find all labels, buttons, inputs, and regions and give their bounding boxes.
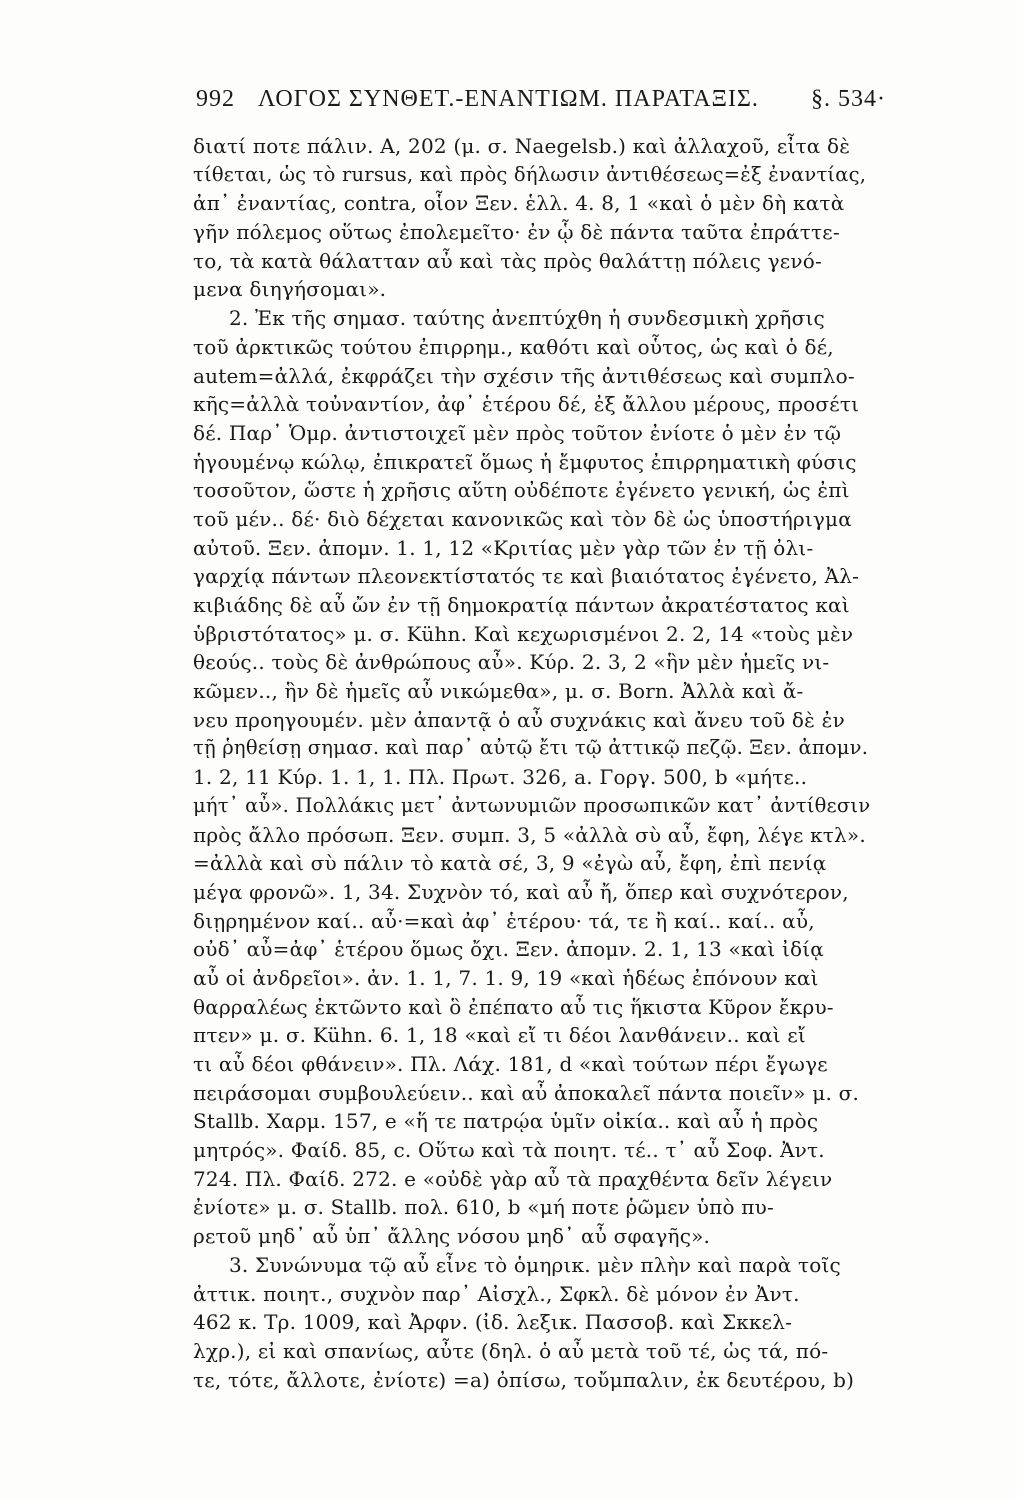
text-line: θαρραλέως ἐκτῶντο καὶ ὃ ἐπέπατο αὖ τις ἥκιστα Κῦρον ἔκρυ-: [193, 994, 834, 1019]
text-line: πρὸς ἄλλο πρόσωπ. Ξεν. συμπ. 3, 5 «ἀλλὰ σὺ αὖ, ἔφη, λέγε κτλ».: [193, 822, 866, 847]
text-line: μενα διηγήσομαι».: [193, 277, 387, 302]
text-line: ρετοῦ μηδ᾽ αὖ ὑπ᾽ ἄλλης νόσου μηδ᾽ αὖ σφαγῆς».: [193, 1224, 711, 1249]
text-line: κῶμεν.., ἣν δὲ ἡμεῖς αὖ νικώμεθα», μ. σ. Born. Ἀλλὰ καὶ ἄ-: [193, 679, 804, 704]
text-line: τοῦ μέν.. δέ· διὸ δέχεται κανονικῶς καὶ τὸν δὲ ὡς ὑποστήριγμα: [193, 506, 852, 531]
text-line: αὐτοῦ. Ξεν. ἀπομν. 1. 1, 12 «Κριτίας μὲν γὰρ τῶν ἐν τῇ ὀλι-: [193, 535, 814, 560]
text-line: πτεν» μ. σ. Kühn. 6. 1, 18 «καὶ εἴ τι δέοι λανθάνειν.. καὶ εἴ: [193, 1023, 806, 1048]
text-line: τῇ ῥηθείσῃ σημασ. καὶ παρ᾽ αὐτῷ ἔτι τῷ ἀττικῷ πεζῷ. Ξεν. ἀπομν.: [193, 736, 869, 760]
text-line: μήτ᾽ αὖ». Πολλάκις μετ᾽ ἀντωνυμιῶν προσωπικῶν κατ᾽ ἀντίθεσιν: [193, 793, 871, 817]
text-body: [193, 132, 879, 1394]
text-line: ἡγουμένῳ κώλῳ, ἐπικρατεῖ ὅμως ἡ ἔμφυτος ἐπιρρηματικὴ φύσις: [193, 449, 857, 474]
paragraph-start-line: 3. Συνώνυμα τῷ αὖ εἶνε τὸ ὁμηρικ. μὲν πλὴν καὶ παρὰ τοῖς: [229, 1252, 841, 1277]
text-line: κῆς=ἀλλὰ τοὐναντίον, ἀφ᾽ ἑτέρου δέ, ἐξ ἄλλου μέρους, προσέτι: [193, 392, 860, 417]
section-number: §. 534·: [811, 86, 886, 112]
text-line: 724. Πλ. Φαίδ. 272. e «οὐδὲ γὰρ αὖ τὰ πραχθέντα δεῖν λέγειν: [193, 1166, 833, 1191]
page-number: 992: [196, 86, 235, 112]
text-line: λχρ.), εἰ καὶ σπανίως, αὖτε (δηλ. ὁ αὖ μετὰ τοῦ τέ, ὡς τά, πό-: [193, 1338, 829, 1363]
text-line: Stallb. Χαρμ. 157, e «ἥ τε πατρῴα ὑμῖν οἰκία.. καὶ αὖ ἡ πρὸς: [193, 1109, 819, 1134]
text-line: autem=ἀλλά, ἐκφράζει τὴν σχέσιν τῆς ἀντιθέσεως καὶ συμπλο-: [193, 363, 855, 388]
page-header: [196, 86, 886, 120]
running-title: ΛΟΓΟΣ ΣΥΝΘΕΤ.-ΕΝΑΝΤΙΩΜ. ΠΑΡΑΤΑΞΙΣ.: [258, 86, 759, 112]
text-line: διατί ποτε πάλιν. Α, 202 (μ. σ. Naegelsb.) καὶ ἀλλαχοῦ, εἶτα δὲ: [193, 134, 851, 158]
text-line: τε, τότε, ἄλλοτε, ἐνίοτε) =a) ὀπίσω, τοὔμπαλιν, ἐκ δευτέρου, b): [193, 1367, 855, 1392]
text-line: οὐδ᾽ αὖ=ἀφ᾽ ἑτέρου ὅμως ὄχι. Ξεν. ἀπομν. 2. 1, 13 «καὶ ἰδίᾳ: [193, 937, 825, 962]
text-line: νευ προηγουμέν. μὲν ἀπαντᾷ ὁ αὖ συχνάκις καὶ ἄνευ τοῦ δὲ ἐν: [193, 707, 845, 732]
text-line: πειράσομαι συμβουλεύειν.. καὶ αὖ ἀποκαλεῖ πάντα ποιεῖν» μ. σ.: [193, 1080, 860, 1105]
text-line: γαρχίᾳ πάντων πλεονεκτίστατός τε καὶ βιαιότατος ἐγένετο, Ἀλ-: [193, 564, 860, 589]
text-line: ἀττικ. ποιητ., συχνὸν παρ᾽ Αἰσχλ., Σφκλ. δὲ μόνον ἐν Ἀντ.: [193, 1281, 800, 1306]
text-line: δέ. Παρ᾽ Ὁμρ. ἀντιστοιχεῖ μὲν πρὸς τοῦτον ἐνίοτε ὁ μὲν ἐν τῷ: [193, 420, 842, 445]
text-line: αὖ οἱ ἀνδρεῖοι». ἀν. 1. 1, 7. 1. 9, 19 «καὶ ἡδέως ἐπόνουν καὶ: [193, 965, 819, 990]
text-line: θεούς.. τοὺς δὲ ἀνθρώπους αὖ». Κύρ. 2. 3, 2 «ἣν μὲν ἡμεῖς νι-: [193, 650, 830, 675]
text-line: ἐνίοτε» μ. σ. Stallb. πολ. 610, b «μή ποτε ῥῶμεν ὑπὸ πυ-: [193, 1195, 774, 1220]
text-line: τίθεται, ὡς τὸ rursus, καὶ πρὸς δήλωσιν ἀντιθέσεως=ἐξ ἐναντίας,: [193, 162, 867, 186]
text-line: κιβιάδης δὲ αὖ ὤν ἐν τῇ δημοκρατίᾳ πάντων ἀκρατέστατος καὶ: [193, 593, 850, 617]
text-line: ὑβριστότατος» μ. σ. Kühn. Καὶ κεχωρισμένοι 2. 2, 14 «τοὺς μὲν: [193, 621, 854, 646]
text-line: =ἀλλὰ καὶ σὺ πάλιν τὸ κατὰ σέ, 3, 9 «ἐγὼ αὖ, ἔφη, ἐπὶ πενίᾳ: [193, 851, 827, 876]
text-line: 462 κ. Τρ. 1009, καὶ Ἀρφν. (ἰδ. λεξικ. Πασσοβ. καὶ Σκκελ-: [193, 1310, 793, 1335]
text-line: μητρός». Φαίδ. 85, c. Οὕτω καὶ τὰ ποιητ. τέ.. τ᾽ αὖ Σοφ. Ἀντ.: [193, 1138, 825, 1163]
text-line: τοῦ ἀρκτικῶς τούτου ἐπιρρημ., καθότι καὶ οὗτος, ὡς καὶ ὁ δέ,: [193, 334, 834, 359]
text-line: 1. 2, 11 Κύρ. 1. 1, 1. Πλ. Πρωτ. 326, a. Γοργ. 500, b «μήτε..: [193, 765, 808, 790]
text-line: ἀπ᾽ ἐναντίας, contra, οἷον Ξεν. ἑλλ. 4. 8, 1 «καὶ ὁ μὲν δὴ κατὰ: [193, 191, 845, 216]
text-line: μέγα φρονῶ». 1, 34. Συχνὸν τό, καὶ αὖ ἤ, ὅπερ καὶ συχνότερον,: [193, 879, 849, 904]
text-line: τι αὖ δέοι φθάνειν». Πλ. Λάχ. 181, d «καὶ τούτων πέρι ἔγωγε: [193, 1052, 828, 1076]
text-line: τοσοῦτον, ὥστε ἡ χρῆσις αὕτη οὐδέποτε ἐγένετο γενική, ὡς ἐπὶ: [193, 478, 850, 503]
text-line: γῆν πόλεμος οὕτως ἐπολεμεῖτο· ἐν ᾧ δὲ πάντα ταῦτα ἐπράττε-: [193, 220, 840, 245]
paragraph-start-line: 2. Ἐκ τῆς σημασ. ταύτης ἀνεπτύχθη ἡ συνδεσμικὴ χρῆσις: [229, 306, 825, 331]
text-line: το, τὰ κατὰ θάλατταν αὖ καὶ τὰς πρὸς θαλάττῃ πόλεις γενό-: [193, 248, 822, 273]
text-line: διῃρημένον καί.. αὖ·=καὶ ἀφ᾽ ἑτέρου· τά, τε ἢ καί.. καί.. αὖ,: [193, 908, 815, 933]
